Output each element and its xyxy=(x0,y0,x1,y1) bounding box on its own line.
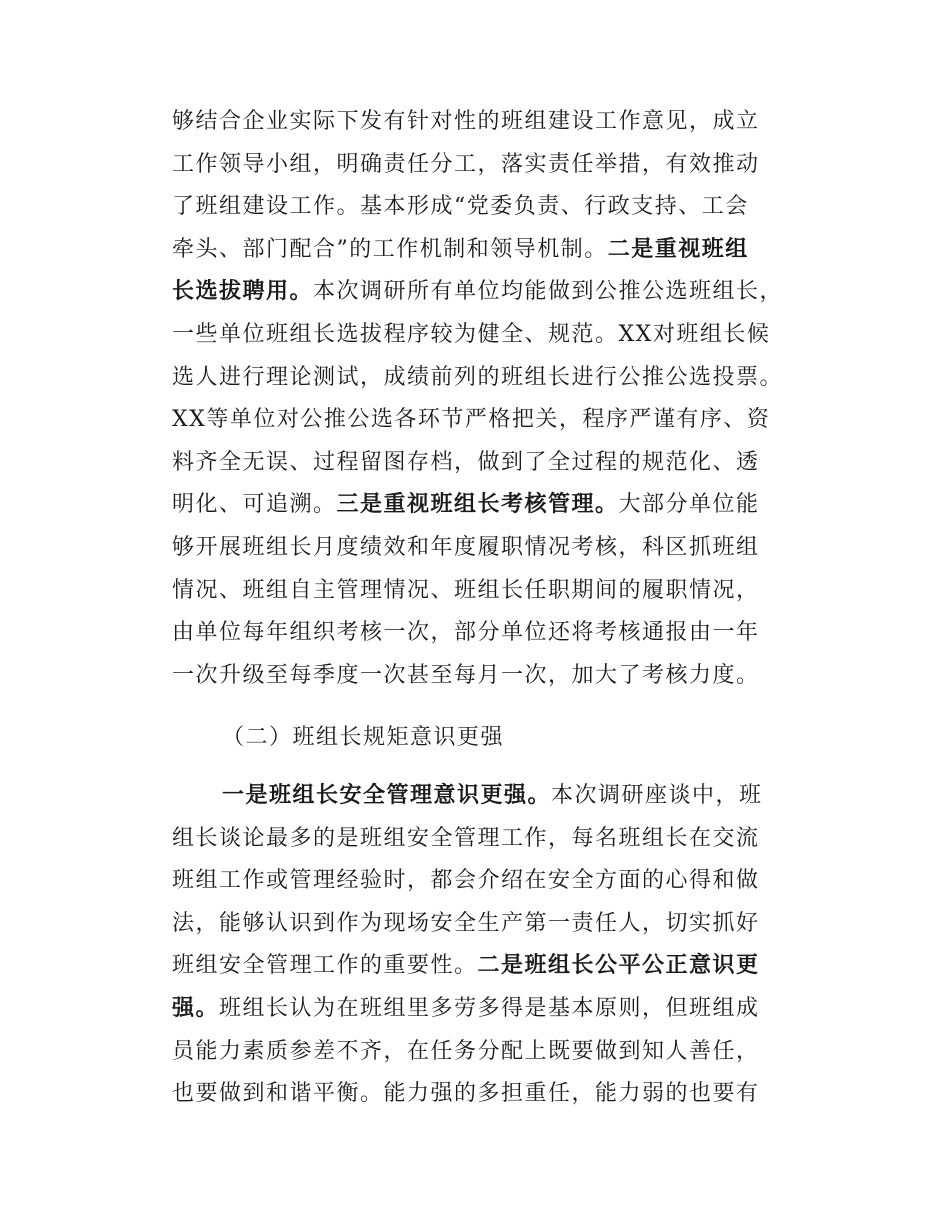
text-run: 一些单位班组长选拔程序较为健全、规范。XX对班组长候 xyxy=(172,321,771,347)
text-line xyxy=(172,1031,797,1074)
text-line xyxy=(172,1073,797,1116)
text-run: 了班组建设工作。基本形成“党委负责、行政支持、工会 xyxy=(172,194,749,220)
text-line xyxy=(172,818,797,861)
text-run: 也要做到和谐平衡。能力强的多担重任，能力弱的也要有 xyxy=(172,1081,760,1107)
text-line xyxy=(172,101,797,144)
text-run: 班组工作或管理经验时，都会介绍在安全方面的心得和做 xyxy=(172,868,760,894)
text-run: 情况、班组自主管理情况、班组长任职期间的履职情况， xyxy=(172,577,760,603)
text-run: 本次调研座谈中，班 xyxy=(551,783,763,808)
paragraph-2 xyxy=(172,775,797,1116)
text-line xyxy=(172,988,797,1031)
bold-text-run: 二是班组长公平公正意识更 xyxy=(477,953,760,979)
text-line xyxy=(172,229,797,272)
text-line xyxy=(172,144,797,187)
text-line xyxy=(172,775,797,818)
bold-text-run: 一是班组长安全管理意识更强。 xyxy=(222,783,552,808)
text-run: 班组长认为在班组里多劳多得是基本原则，但班组成 xyxy=(219,995,760,1021)
text-run: 组长谈论最多的是班组安全管理工作，每名班组长在交流 xyxy=(172,825,760,851)
section-heading: （二）班组长规矩意识更强 xyxy=(222,725,505,750)
text-run: 一次升级至每季度一次甚至每月一次，加大了考核力度。 xyxy=(172,662,760,688)
text-line xyxy=(172,860,797,903)
text-line xyxy=(172,186,797,229)
text-run: 够结合企业实际下发有针对性的班组建设工作意见，成立 xyxy=(172,109,760,134)
text-run: 明化、可追溯。 xyxy=(172,492,337,518)
bold-text-run: 三是重视班组长考核管理。 xyxy=(336,492,619,518)
text-run: 选人进行理论测试，成绩前列的班组长进行公推公选投票。 xyxy=(172,364,784,390)
text-run: 班组安全管理工作的重要性。 xyxy=(172,953,478,979)
text-run: XX等单位对公推公选各环节严格把关，程序严谨有序、资 xyxy=(172,407,771,433)
text-line xyxy=(172,527,797,570)
text-line xyxy=(172,612,797,655)
text-line xyxy=(172,314,797,357)
text-run: 法，能够认识到作为现场安全生产第一责任人，切实抓好 xyxy=(172,910,760,936)
text-line xyxy=(172,570,797,613)
paragraph-1 xyxy=(172,101,797,697)
text-run: 由单位每年组织考核一次，部分单位还将考核通报由一年 xyxy=(172,620,760,646)
text-line xyxy=(172,903,797,946)
text-run: 够开展班组长月度绩效和年度履职情况考核，科区抓班组 xyxy=(172,534,760,560)
text-line xyxy=(172,655,797,698)
text-line xyxy=(172,484,797,527)
bold-text-run: 二是重视班组 xyxy=(607,236,749,262)
bold-text-run: 长选拔聘用。 xyxy=(172,279,314,305)
text-run: 工作领导小组，明确责任分工，落实责任举措，有效推动 xyxy=(172,151,760,177)
text-line xyxy=(172,399,797,442)
text-line xyxy=(172,442,797,485)
bold-text-run: 强。 xyxy=(172,995,220,1021)
text-run: 料齐全无误、过程留图存档，做到了全过程的规范化、透 xyxy=(172,449,760,475)
text-line xyxy=(172,357,797,400)
text-run: 员能力素质参差不齐，在任务分配上既要做到知人善任， xyxy=(172,1038,760,1064)
text-run: 牵头、部门配合”的工作机制和领导机制。 xyxy=(172,236,608,262)
text-run: 大部分单位能 xyxy=(618,492,760,518)
text-line xyxy=(172,271,797,314)
text-line xyxy=(172,945,797,988)
text-run: 本次调研所有单位均能做到公推公选班组长， xyxy=(313,279,784,305)
